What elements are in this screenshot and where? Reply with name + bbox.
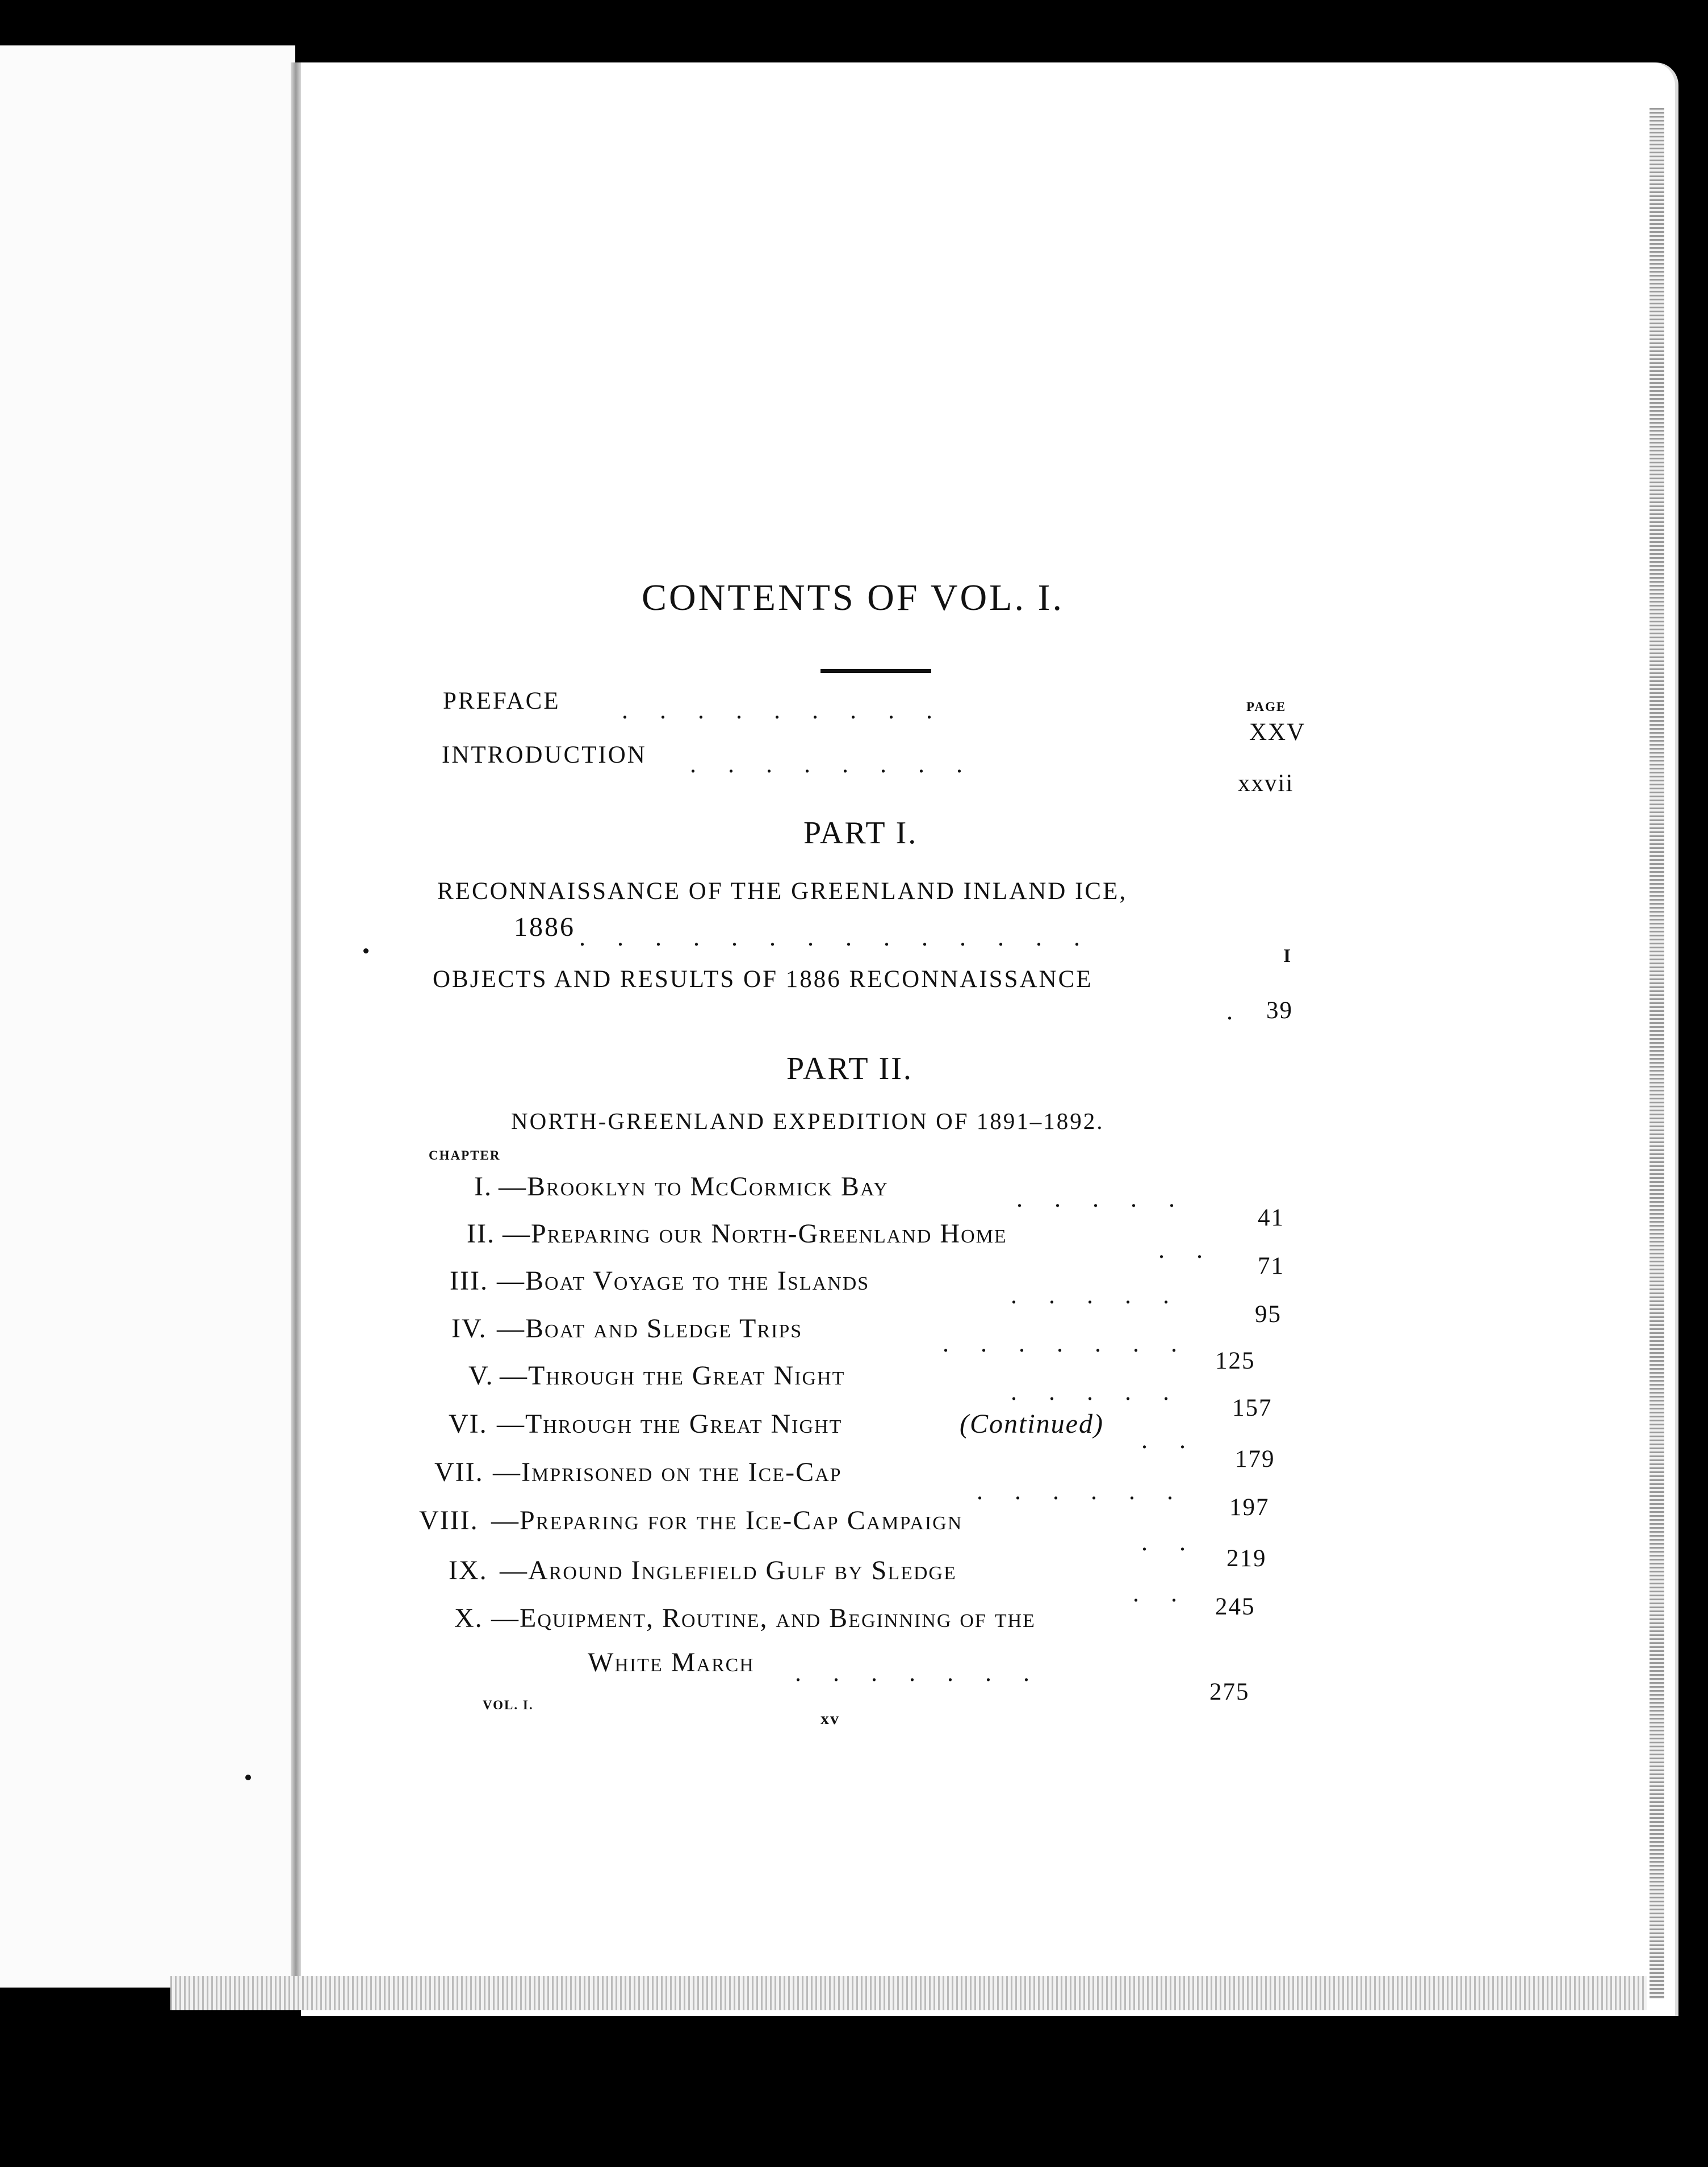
chapter-number: X.	[454, 1603, 483, 1633]
page-folio: xv	[820, 1709, 840, 1728]
chapter-title-continuation: White March	[588, 1647, 755, 1677]
page-edge	[1650, 108, 1664, 1999]
leader-dots: .........	[622, 696, 964, 724]
chapter-page: 95	[1255, 1301, 1282, 1328]
chapter-number: VII.	[434, 1457, 484, 1487]
toc-page-preface: XXV	[1249, 719, 1306, 746]
speck	[363, 948, 369, 953]
chapter-page: 275	[1209, 1679, 1250, 1705]
chapter-number: VI.	[449, 1409, 488, 1439]
page-title: CONTENTS OF VOL. I.	[642, 577, 1064, 618]
chapter-number: VIII.	[419, 1505, 479, 1536]
toc-label-objects: OBJECTS AND RESULTS OF 1886 RECONNAISSANCE	[433, 966, 1093, 993]
chapter-title: —Through the Great Night	[497, 1409, 843, 1439]
page-bottom-edge	[170, 1976, 1647, 2010]
title-rule	[820, 669, 931, 673]
toc-page-introduction: xxvii	[1238, 770, 1294, 797]
chapter-number: III.	[450, 1266, 488, 1296]
chapter-title-continued: (Continued)	[960, 1409, 1104, 1439]
part-heading: PART I.	[803, 815, 918, 851]
chapter-number: I.	[474, 1172, 492, 1202]
leader-dots: ..	[1158, 1236, 1234, 1264]
book-spine	[291, 62, 302, 1993]
chapter-page: 197	[1229, 1494, 1270, 1521]
leader-dots: .......	[943, 1329, 1209, 1357]
chapter-title: —Through the Great Night	[500, 1361, 845, 1391]
leader-dots: .....	[1011, 1281, 1201, 1309]
leader-dots: .....	[1011, 1378, 1201, 1405]
leader-dots: ..	[1141, 1426, 1217, 1454]
chapter-title: —Boat Voyage to the Islands	[497, 1266, 870, 1296]
chapter-column-label: CHAPTER	[429, 1148, 501, 1162]
chapter-number: V.	[468, 1361, 494, 1391]
chapter-number: IV.	[451, 1313, 487, 1344]
chapter-title: —Brooklyn to McCormick Bay	[499, 1172, 889, 1202]
leader-dots: .....	[1016, 1185, 1207, 1212]
contents-page	[301, 62, 1675, 2016]
signature-mark: VOL. I.	[483, 1698, 534, 1712]
chapter-number: IX.	[449, 1555, 488, 1585]
leader-dots: ..	[1133, 1579, 1209, 1607]
leader-dots: ......	[977, 1477, 1205, 1505]
part-heading: PART II.	[786, 1051, 913, 1086]
chapter-title: —Equipment, Routine, and Beginning of the	[491, 1603, 1036, 1633]
toc-label-reconnaissance-year: 1886	[514, 912, 575, 942]
leader-dots: ..	[1141, 1528, 1217, 1556]
chapter-page: 71	[1258, 1253, 1284, 1279]
toc-label-introduction: INTRODUCTION	[442, 742, 647, 768]
chapter-page: 125	[1215, 1348, 1255, 1374]
chapter-page: 41	[1258, 1204, 1284, 1231]
chapter-number: II.	[467, 1219, 495, 1249]
leader-dots: .	[1226, 997, 1265, 1025]
left-page	[0, 45, 295, 1988]
chapter-title: —Imprisoned on the Ice-Cap	[493, 1457, 842, 1487]
chapter-title: —Boat and Sledge Trips	[497, 1313, 803, 1344]
chapter-page: 157	[1232, 1395, 1272, 1421]
chapter-title: —Preparing our North-Greenland Home	[503, 1219, 1007, 1249]
toc-page-objects: 39	[1266, 997, 1293, 1024]
chapter-page: 245	[1215, 1593, 1255, 1620]
chapter-page: 219	[1226, 1545, 1267, 1572]
chapter-page: 179	[1235, 1446, 1275, 1472]
toc-page-reconnaissance: I	[1283, 946, 1292, 967]
page-column-label: PAGE	[1246, 700, 1287, 714]
chapter-title: —Around Inglefield Gulf by Sledge	[500, 1555, 957, 1585]
leader-dots: ........	[690, 750, 994, 778]
toc-label-reconnaissance: RECONNAISSANCE OF THE GREENLAND INLAND ICE,	[437, 878, 1128, 905]
leader-dots: ..............	[579, 923, 1112, 951]
chapter-title: —Preparing for the Ice-Cap Campaign	[491, 1505, 963, 1536]
leader-dots: .......	[795, 1659, 1061, 1687]
toc-label-preface: PREFACE	[443, 688, 560, 714]
expedition-heading: NORTH-GREENLAND EXPEDITION OF 1891–1892.	[511, 1108, 1104, 1134]
speck	[245, 1775, 251, 1780]
